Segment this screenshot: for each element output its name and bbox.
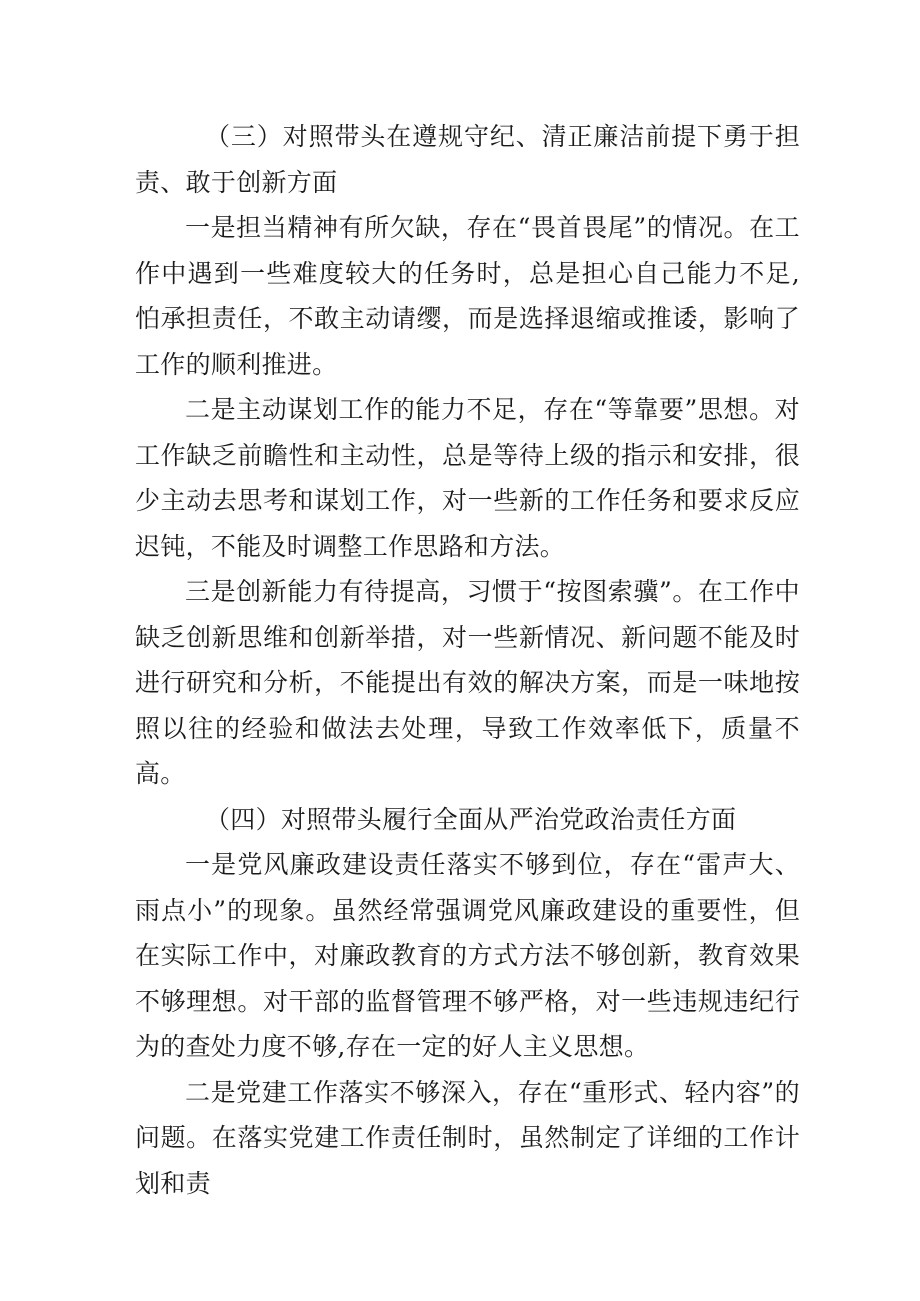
body-paragraph: 二是党建工作落实不够深入，存在“重形式、轻内容”的问题。在落实党建工作责任制时，虽然制定了详细的工作计划和责 xyxy=(135,1077,800,1198)
body-paragraph: 二是主动谋划工作的能力不足，存在“等靠要”思想。对工作缺乏前瞻性和主动性，总是等待上级的指示和安排，很少主动去思考和谋划工作，对一些新的工作任务和要求反应迟钝，不能及时调整工作思路和方法。 xyxy=(135,395,800,561)
section-heading-3: （三）对照带头在遵规守纪、清正廉洁前提下勇于担责、敢于创新方面 xyxy=(135,122,800,197)
section-heading-4: （四）对照带头履行全面从严治党政治责任方面 xyxy=(205,804,737,834)
body-paragraph: 一是担当精神有所欠缺，存在“畏首畏尾”的情况。在工作中遇到一些难度较大的任务时，总是担心自己能力不足,怕承担责任，不敢主动请缨，而是选择退缩或推诿，影响了工作的顺利推进。 xyxy=(135,213,800,379)
body-paragraph: 一是党风廉政建设责任落实不够到位，存在“雷声大、雨点小”的现象。虽然经常强调党风廉政建设的重要性，但在实际工作中，对廉政教育的方式方法不够创新，教育效果不够理想。对干部的监督管理不够严格，对一些违规违纪行为的查处力度不够,存在一定的好人主义思想。 xyxy=(135,850,800,1061)
body-paragraph: 三是创新能力有待提高，习惯于“按图索骥”。在工作中缺乏创新思维和创新举措，对一些新情况、新问题不能及时进行研究和分析，不能提出有效的解决方案，而是一味地按照以往的经验和做法去处理，导致工作效率低下，质量不高。 xyxy=(135,577,800,788)
